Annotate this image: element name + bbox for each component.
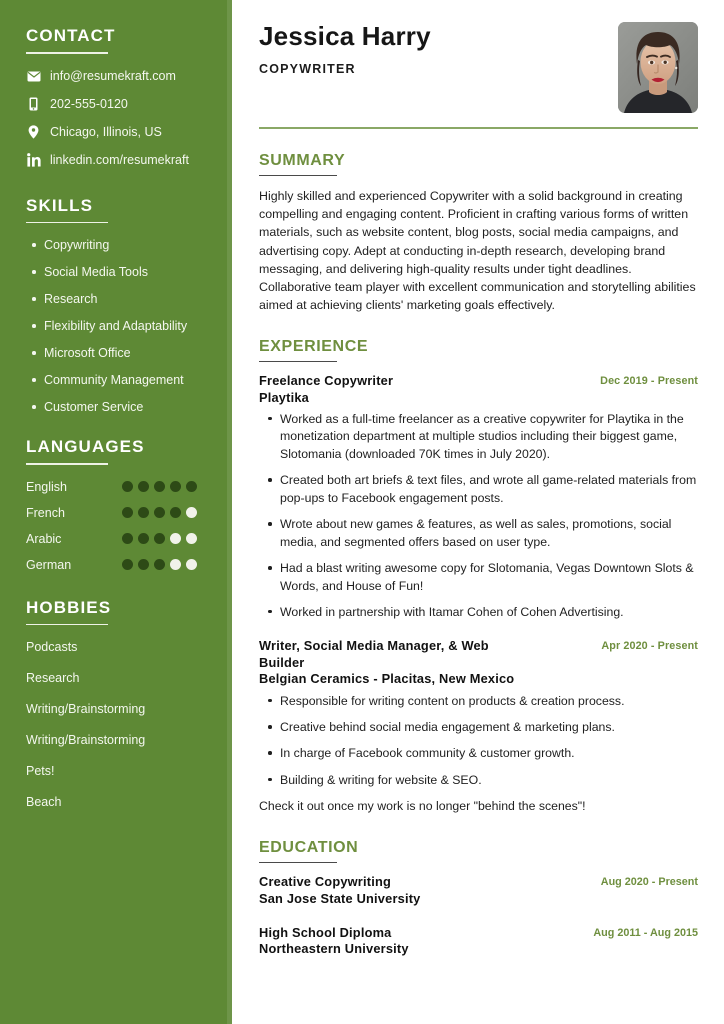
hobbies-heading-rule [26, 624, 108, 626]
list-item: Copywriting [44, 238, 206, 253]
job-role-subtitle: COPYWRITER [259, 61, 356, 76]
education-school: Northeastern University [259, 941, 409, 957]
education-entry [259, 874, 698, 907]
dot-filled-icon [138, 481, 149, 492]
job-date-range: Dec 2019 - Present [600, 375, 698, 388]
list-item: Beach [26, 795, 62, 809]
languages-heading: LANGUAGES [26, 437, 145, 456]
education-entry-header [259, 874, 698, 891]
contact-item-email[interactable] [26, 69, 206, 84]
page-title: Jessica Harry [259, 21, 431, 51]
list-item: Customer Service [44, 400, 206, 415]
contact-linkedin-text: linkedin.com/resumekraft [50, 152, 189, 167]
dot-filled-icon [138, 507, 149, 518]
summary-text: Highly skilled and experienced Copywriter with a solid background in creating compelling and engaging content. Proficient in crafting various forms of written materials, such as website content, blog posts, social media campaigns, and advertising copy. Adept at conducting in-depth research, developing brand messaging, and delivering high-quality results under tight deadlines. Collaborative team player with excellent communication and storytelling abilities aimed at achieving clients' marketing goals effectively. [259, 189, 696, 313]
language-row [26, 532, 206, 546]
dot-filled-icon [122, 559, 133, 570]
education-school: San Jose State University [259, 890, 421, 906]
list-item: Social Media Tools [44, 265, 206, 280]
languages-list [26, 480, 206, 572]
avatar [618, 22, 698, 113]
skills-heading-rule [26, 222, 108, 224]
job-note: Check it out once my work is no longer "behind the scenes"! [259, 799, 586, 814]
dot-filled-icon [154, 481, 165, 492]
dot-empty-icon [186, 559, 197, 570]
language-level-dots [122, 533, 197, 544]
list-item: Creative behind social media engagement & marketing plans. [280, 719, 698, 736]
job-date-range: Apr 2020 - Present [601, 640, 698, 653]
contact-list [26, 69, 206, 168]
job-company: Belgian Ceramics - Placitas, New Mexico [259, 671, 515, 687]
contact-email-text: info@resumekraft.com [50, 68, 176, 83]
dot-filled-icon [170, 507, 181, 518]
list-item: In charge of Facebook community & customer growth. [280, 745, 698, 762]
language-level-dots [122, 481, 197, 492]
list-item: Research [26, 671, 80, 685]
experience-entry [259, 373, 698, 621]
contact-location-text: Chicago, Illinois, US [50, 124, 162, 139]
dot-filled-icon [186, 481, 197, 492]
language-row [26, 506, 206, 520]
envelope-icon [26, 69, 41, 84]
sidebar-section-languages [0, 437, 232, 572]
list-item: Writing/Brainstorming [26, 702, 146, 716]
language-name: German [26, 557, 72, 572]
list-item: Research [44, 292, 206, 307]
job-bullet-list [259, 693, 698, 790]
education-entry-header [259, 925, 698, 942]
language-row [26, 480, 206, 494]
language-row [26, 558, 206, 572]
list-item: Responsible for writing content on products & creation process. [280, 693, 698, 710]
list-item: Worked as a full-time freelancer as a creative copywriter for Playtika in the monetization department at multiple studios including their biggest game, Slotomania (downloaded 70K times in July 2020). [280, 411, 698, 463]
experience-heading-rule [259, 361, 337, 363]
language-name: French [26, 505, 65, 520]
linkedin-icon [26, 153, 41, 168]
education-heading: EDUCATION [259, 838, 359, 856]
sidebar-section-hobbies [0, 598, 232, 811]
language-level-dots [122, 559, 197, 570]
dot-empty-icon [186, 507, 197, 518]
dot-filled-icon [170, 481, 181, 492]
list-item: Created both art briefs & text files, and wrote all game-related materials from pop-ups to Facebook engagement posts. [280, 472, 698, 507]
job-company: Playtika [259, 389, 309, 405]
main-content [232, 0, 724, 1024]
list-item: Flexibility and Adaptability [44, 319, 206, 334]
education-entry [259, 925, 698, 958]
dot-filled-icon [154, 533, 165, 544]
portrait-photo-icon [618, 22, 698, 113]
location-pin-icon [26, 125, 41, 140]
contact-item-phone[interactable] [26, 97, 206, 112]
section-education [259, 839, 698, 958]
resume-header [259, 22, 698, 113]
contact-item-location[interactable] [26, 125, 206, 140]
dot-filled-icon [154, 507, 165, 518]
language-name: Arabic [26, 531, 62, 546]
list-item: Worked in partnership with Itamar Cohen of Cohen Advertising. [280, 604, 698, 621]
languages-heading-rule [26, 463, 108, 465]
header-divider [259, 127, 698, 129]
dot-empty-icon [170, 559, 181, 570]
header-text-block [259, 22, 431, 76]
dot-filled-icon [138, 533, 149, 544]
dot-filled-icon [154, 559, 165, 570]
list-item: Podcasts [26, 640, 78, 654]
sidebar-section-contact [0, 26, 232, 168]
education-date-range: Aug 2011 - Aug 2015 [593, 926, 698, 939]
education-list [259, 874, 698, 958]
experience-entry-header [259, 373, 698, 389]
dot-filled-icon [138, 559, 149, 570]
dot-empty-icon [170, 533, 181, 544]
list-item: Building & writing for website & SEO. [280, 772, 698, 789]
dot-filled-icon [122, 533, 133, 544]
list-item: Pets! [26, 764, 55, 778]
job-title: Freelance Copywriter [259, 373, 394, 389]
list-item: Had a blast writing awesome copy for Slotomania, Vegas Downtown Slots & Words, and House of Fun! [280, 560, 698, 595]
hobbies-list [26, 640, 206, 810]
hobbies-heading: HOBBIES [26, 597, 112, 617]
education-heading-rule [259, 862, 337, 864]
language-name: English [26, 479, 67, 494]
contact-item-linkedin[interactable] [26, 153, 206, 168]
job-bullet-list [259, 411, 698, 622]
contact-phone-text: 202-555-0120 [50, 96, 128, 111]
experience-heading: EXPERIENCE [259, 337, 369, 355]
language-level-dots [122, 507, 197, 518]
experience-entry-header [259, 638, 698, 671]
job-title: Writer, Social Media Manager, & Web Builder [259, 638, 489, 670]
education-date-range: Aug 2020 - Present [600, 876, 698, 889]
summary-heading-rule [259, 175, 337, 177]
sidebar [0, 0, 232, 1024]
contact-heading-rule [26, 52, 108, 54]
summary-heading: SUMMARY [259, 151, 346, 169]
list-item: Writing/Brainstorming [26, 733, 146, 747]
list-item: Wrote about new games & features, as well as sales, promotions, social media, and segmented offers based on user type. [280, 516, 698, 551]
education-degree: High School Diploma [259, 924, 392, 940]
mobile-phone-icon [26, 97, 41, 112]
dot-filled-icon [122, 507, 133, 518]
list-item: Community Management [44, 373, 206, 388]
experience-entry [259, 638, 698, 815]
section-summary [259, 152, 698, 315]
dot-filled-icon [122, 481, 133, 492]
experience-list [259, 373, 698, 816]
skills-list [26, 238, 206, 415]
skills-heading: SKILLS [26, 195, 94, 215]
contact-heading: CONTACT [26, 26, 116, 45]
sidebar-section-skills [0, 196, 232, 416]
list-item: Microsoft Office [44, 346, 206, 361]
dot-empty-icon [186, 533, 197, 544]
section-experience [259, 338, 698, 816]
education-degree: Creative Copywriting [259, 874, 391, 890]
